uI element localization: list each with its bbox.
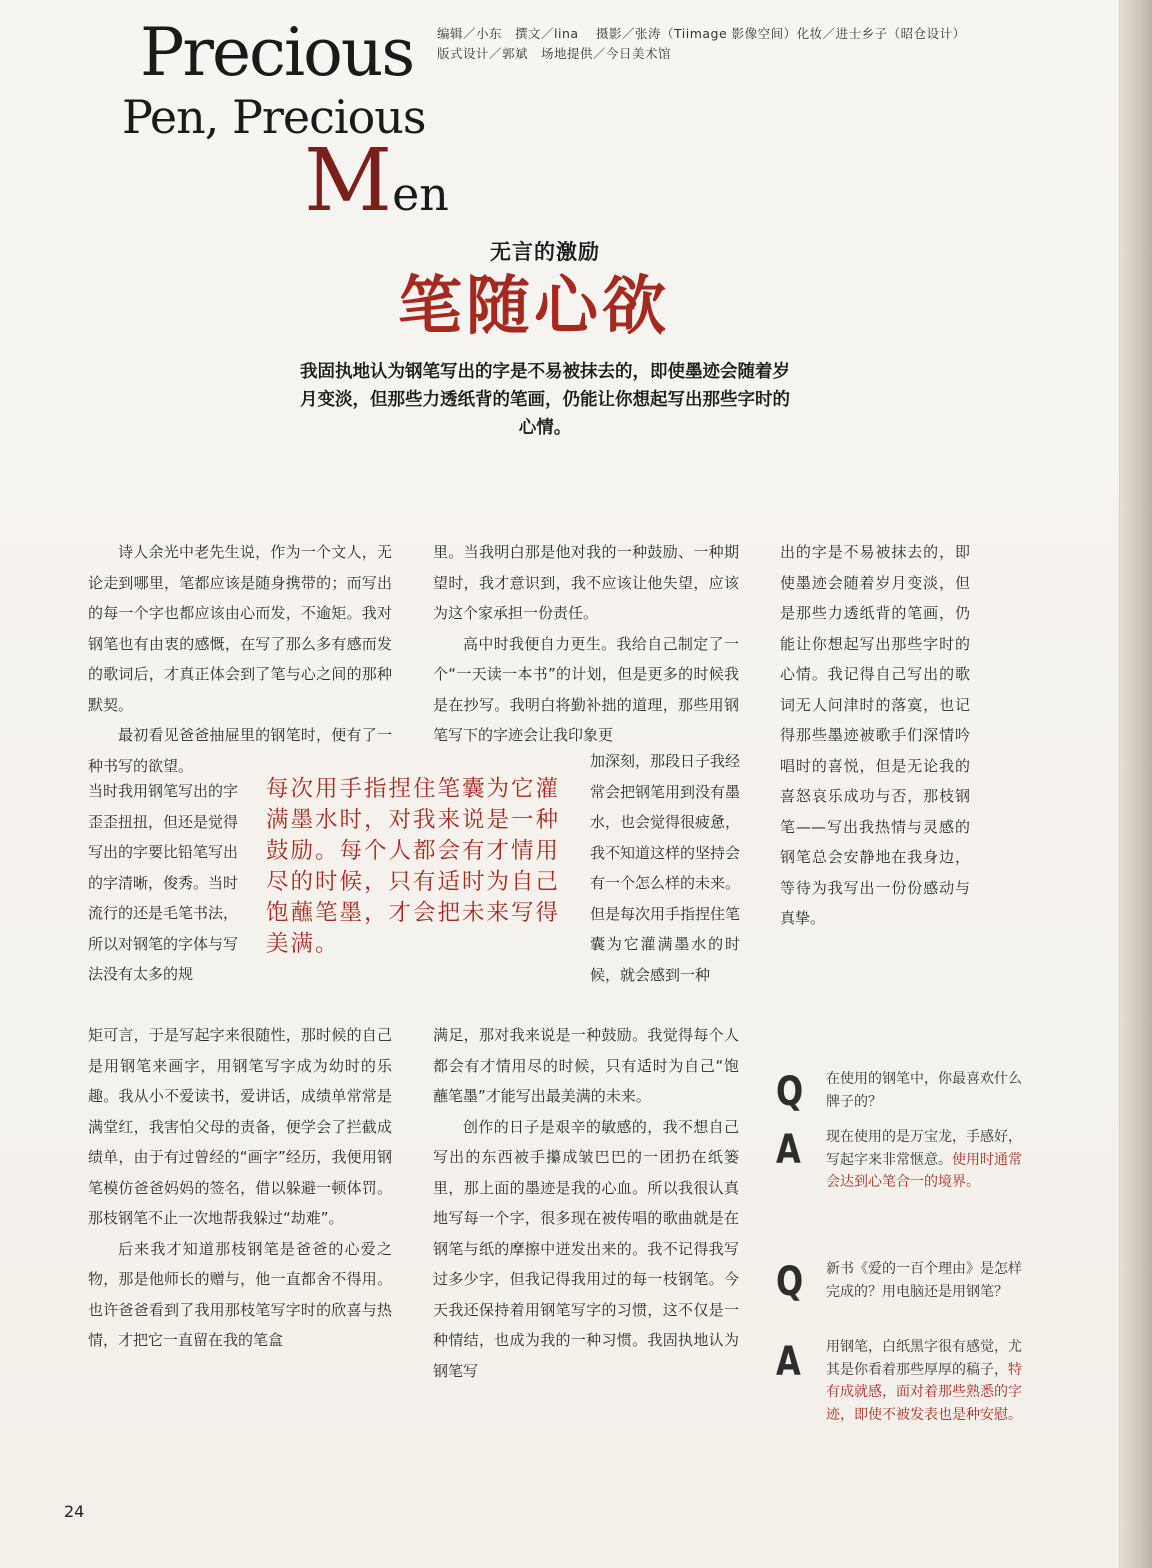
column-3: [780, 537, 970, 934]
qa-question: 新书《爱的一百个理由》是怎样完成的？用电脑还是用钢笔？: [826, 1261, 1022, 1300]
logo-big-m: M: [304, 131, 393, 231]
a-letter: A: [776, 1339, 801, 1385]
logo-line-3: [304, 131, 449, 231]
qa-item-1: [776, 1068, 1036, 1218]
col2-paragraph-2c: 满足，那对我来说是一种鼓励。我觉得每个人都会有才情用尽的时候，只有适时为自己“饱蘸笔墨”才能写出最美满的未来。: [433, 1026, 739, 1105]
qa-answer-plain: 用钢笔，白纸黑字很有感觉，尤其是你看着那些厚厚的稿子，: [826, 1339, 1022, 1378]
col1-paragraph-2b: 当时我用钢笔写出的字歪歪扭扭，但还是觉得写出的字要比铅笔写出的字清晰，俊秀。当时流行的还是毛笔书法，所以对钢笔的字体与写法没有太多的规: [88, 782, 239, 983]
col1-paragraph-2a: 最初看见爸爸抽屉里的钢笔时，便有了一种书写的欲望。: [88, 726, 392, 775]
article-subtitle-wrap: [0, 236, 1090, 266]
col1-paragraph-1: 诗人余光中老先生说，作为一个文人，无论走到哪里，笔都应该是随身携带的；而写出的每一个字也都应该由心而发，不逾矩。我对钢笔也有由衷的感慨，在写了那么多有感而发的歌词后，才真正体会到了笔与心之间的那种默契。: [88, 543, 392, 714]
lead-paragraph: 我固执地认为钢笔写出的字是不易被抹去的，即使墨迹会随着岁月变淡，但那些力透纸背的笔画，仍能让你想起写出那些字时的心情。: [300, 362, 790, 438]
qa-answer-highlight: 使用时通常会达到心笔合一的境界。: [826, 1151, 1022, 1190]
column-2-bottom: [433, 1020, 739, 1386]
q-letter: Q: [776, 1069, 804, 1115]
col1-paragraph-2c: 矩可言，于是写起字来很随性，那时候的自己是用钢笔来画字，用钢笔写字成为幼时的乐趣。我从小不爱读书，爱讲话，成绩单常常是满堂红，我害怕父母的责备，便学会了拦截成绩单，由于有过曾经的“画字”经历，我便用钢笔模仿爸爸妈妈的签名，借以躲避一顿体罚。那枝钢笔不止一次地帮我躲过“劫难”。: [88, 1026, 392, 1227]
column-1-bottom: [88, 1020, 392, 1356]
col2-paragraph-2b: 加深刻，那段日子我经常会把钢笔用到没有墨水，也会觉得很疲惫，我不知道这样的坚持会有一个怎么样的未来。但是每次用手指捏住笔囊为它灌满墨水的时候，就会感到一种: [590, 752, 741, 984]
col2-paragraph-2a: 高中时我便自力更生。我给自己制定了一个“一天读一本书”的计划，但是更多的时候我是在抄写。我明白将勤补拙的道理，那些用钢笔写下的字迹会让我印象更: [433, 634, 739, 744]
logo-en: en: [392, 167, 449, 221]
article-subtitle: 无言的激励: [490, 240, 600, 264]
credits-line-1: 编辑／小东 撰文／lina 摄影／张涛（Tiimage 影像空间）化妆／进士乡子（昭仓设计）: [437, 26, 966, 41]
credits: [437, 24, 977, 64]
col1-paragraph-3: 后来我才知道那枝钢笔是爸爸的心爱之物，那是他师长的赠与，他一直都舍不得用。也许爸爸看到了我用那枝笔写字时的欣喜与热情，才把它一直留在我的笔盒: [88, 1239, 392, 1349]
pull-quote: 每次用手指捏住笔囊为它灌满墨水时，对我来说是一种鼓励。每个人都会有才情用尽的时候，只有适时为自己饱蘸笔墨，才会把未来写得美满。: [266, 776, 561, 957]
credits-line-2: 版式设计／郭斌 场地提供／今日美术馆: [437, 46, 672, 61]
column-2-narrow: [590, 746, 740, 990]
article-headline: 笔随心欲: [398, 270, 670, 344]
qa-answer: [826, 1126, 1026, 1194]
qa-question: 在使用的钢笔中，你最喜欢什么牌子的？: [826, 1071, 1022, 1110]
qa-answer: [826, 1336, 1026, 1426]
column-2-top: [433, 537, 739, 751]
page-number: 24: [64, 1502, 85, 1521]
column-1-top: [88, 537, 392, 781]
qa-answer-plain: 现在使用的是万宝龙，手感好，写起字来非常惬意。: [826, 1129, 1022, 1168]
qa-item-2: [776, 1258, 1036, 1458]
logo-line-1: Precious: [140, 14, 414, 91]
precious-pen-logo: [118, 12, 449, 231]
q-letter: Q: [776, 1259, 804, 1305]
a-letter: A: [776, 1127, 801, 1173]
book-spine: [1120, 0, 1152, 1568]
col3-paragraph-1: 出的字是不易被抹去的，即使墨迹会随着岁月变淡，但是那些力透纸背的笔画，仍能让你想起写出那些字时的心情。我记得自己写出的歌词无人问津时的落寞，也记得那些墨迹被歌手们深情吟唱时的喜悦，但是无论我的喜怒哀乐成功与否，那枝钢笔——写出我热情与灵感的钢笔总会安静地在我身边，等待为我写出一份份感动与真挚。: [780, 543, 970, 927]
col2-paragraph-3: 创作的日子是艰辛的敏感的，我不想自己写出的东西被手攥成皱巴巴的一团扔在纸篓里，那上面的墨迹是我的心血。所以我很认真地写每一个字，很多现在被传唱的歌曲就是在钢笔与纸的摩擦中迸发出来的。我不记得我写过多少字，但我记得我用过的每一枝钢笔。今天我还保持着用钢笔写字的习惯，这不仅是一种情结，也成为我的一种习惯。我固执地认为钢笔写: [433, 1117, 739, 1380]
logo-line-2: Pen, Precious: [122, 90, 426, 144]
col2-paragraph-1: 里。当我明白那是他对我的一种鼓励、一种期望时，我才意识到，我不应该让他失望，应该为这个家承担一份责任。: [433, 543, 739, 622]
column-1-narrow: [88, 776, 238, 990]
qa-answer-highlight: 特有成就感，面对着那些熟悉的字迹，即使不被发表也是种安慰。: [826, 1361, 1022, 1423]
